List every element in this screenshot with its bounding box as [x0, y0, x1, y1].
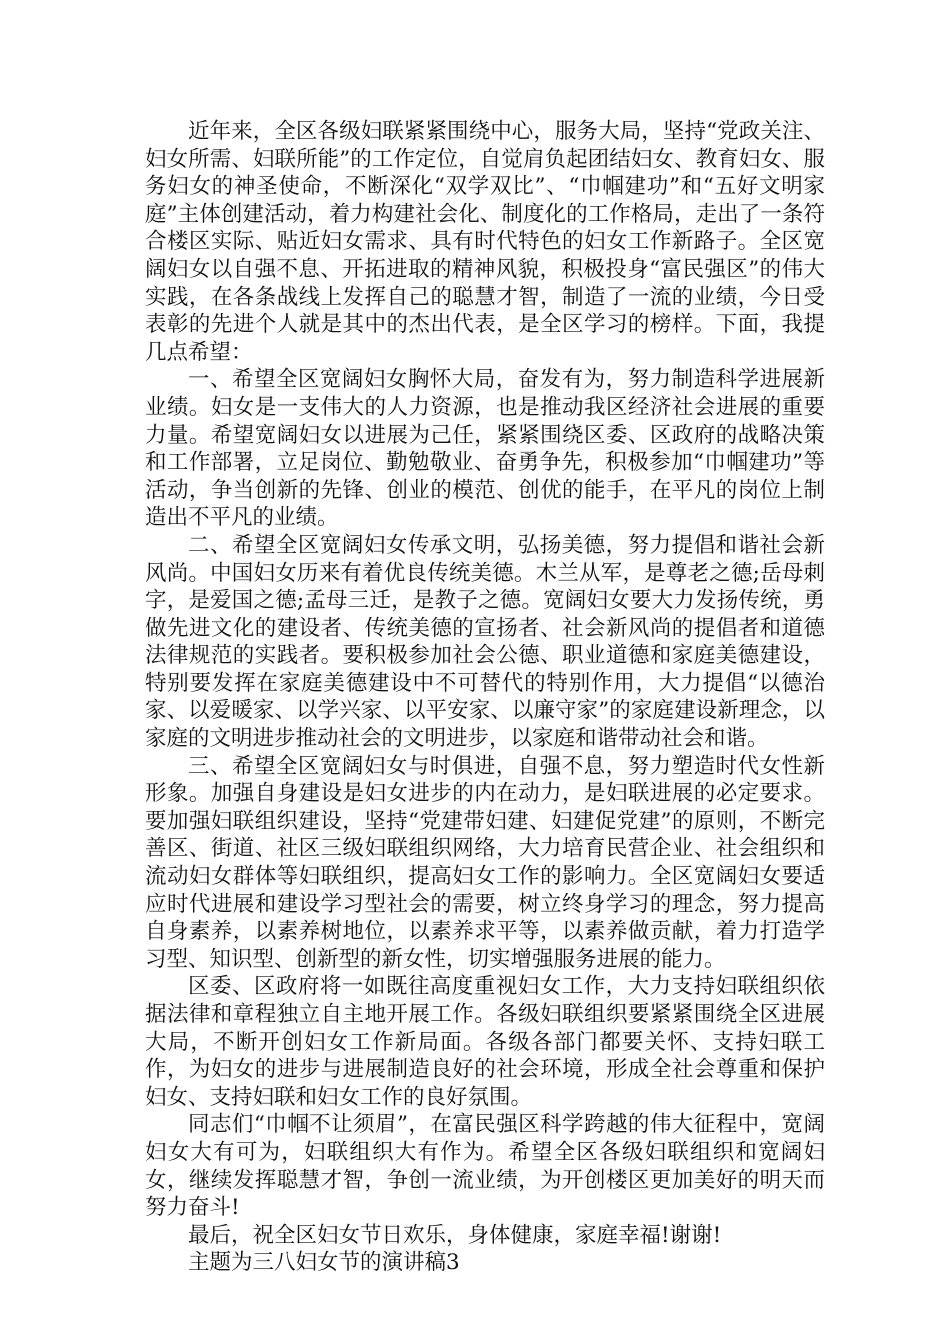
- paragraph-call-to-action: 同志们“巾帼不让须眉”，在富民强区科学跨越的伟大征程中，宽阔妇女大有可为，妇联组织大有作为。希望全区各级妇联组织和宽阔妇女，继续发挥聪慧才智，争创一流业绩，为开创楼区更加美好的明天而努力奋斗!: [145, 1112, 825, 1221]
- paragraph-government-support: 区委、区政府将一如既往高度重视妇女工作，大力支持妇联组织依据法律和章程独立自主地开展工作。各级妇联组织要紧紧围绕全区进展大局，不断开创妇女工作新局面。各级各部门都要关怀、支持妇联工作，为妇女的进步与进展制造良好的社会环境，形成全社会尊重和保护妇女、支持妇联和妇女工作的良好氛围。: [145, 974, 825, 1110]
- paragraph-intro: 近年来，全区各级妇联紧紧围绕中心，服务大局，坚持“党政关注、妇女所需、妇联所能”的工作定位，自觉肩负起团结妇女、教育妇女、服务妇女的神圣使命，不断深化“双学双比”、“巾帼建功”和“五好文明家庭”主体创建活动，着力构建社会化、制度化的工作格局，走出了一条符合楼区实际、贴近妇女需求、具有时代特色的妇女工作新路子。全区宽阔妇女以自强不息、开拓进取的精神风貌，积极投身“富民强区”的伟大实践，在各条战线上发挥自己的聪慧才智，制造了一流的业绩，今日受表彰的先进个人就是其中的杰出代表，是全区学习的榜样。下面，我提几点希望：: [145, 119, 825, 365]
- paragraph-hope-one: 一、希望全区宽阔妇女胸怀大局，奋发有为，努力制造科学进展新业绩。妇女是一支伟大的人力资源，也是推动我区经济社会进展的重要力量。希望宽阔妇女以进展为己任，紧紧围绕区委、区政府的战略决策和工作部署，立足岗位、勤勉敬业、奋勇争先，积极参加“巾帼建功”等活动，争当创新的先锋、创业的模范、创优的能手，在平凡的岗位上制造出不平凡的业绩。: [145, 367, 825, 531]
- document-body: [145, 118, 825, 1277]
- paragraph-hope-three: 三、希望全区宽阔妇女与时俱进，自强不息，努力塑造时代女性新形象。加强自身建设是妇女进步的内在动力，是妇联进展的必定要求。要加强妇联组织建设，坚持“党建带妇建、妇建促党建”的原则，不断完善区、街道、社区三级妇联组织网络，大力培育民营企业、社会组织和流动妇女群体等妇联组织，提高妇女工作的影响力。全区宽阔妇女要适应时代进展和建设学习型社会的需要，树立终身学习的理念，努力提高自身素养，以素养树地位，以素养求平等，以素养做贡献，着力打造学习型、知识型、创新型的新女性，切实增强服务进展的能力。: [145, 753, 825, 972]
- next-speech-title: 主题为三八妇女节的演讲稿3: [188, 1250, 460, 1276]
- paragraph-closing-wishes: 最后，祝全区妇女节日欢乐，身体健康，家庭幸福!谢谢!: [188, 1222, 722, 1248]
- paragraph-hope-two: 二、希望全区宽阔妇女传承文明，弘扬美德，努力提倡和谐社会新风尚。中国妇女历来有着优良传统美德。木兰从军，是尊老之德;岳母刺字，是爱国之德;孟母三迁，是教子之德。宽阔妇女要大力发扬传统，勇做先进文化的建设者、传统美德的宣扬者、社会新风尚的提倡者和道德法律规范的实践者。要积极参加社会公德、职业道德和家庭美德建设，特别要发挥在家庭美德建设中不可替代的特别作用，大力提倡“以德治家、以爱暖家、以学兴家、以平安家、以廉守家”的家庭建设新理念，以家庭的文明进步推动社会的文明进步，以家庭和谐带动社会和谐。: [145, 532, 825, 752]
